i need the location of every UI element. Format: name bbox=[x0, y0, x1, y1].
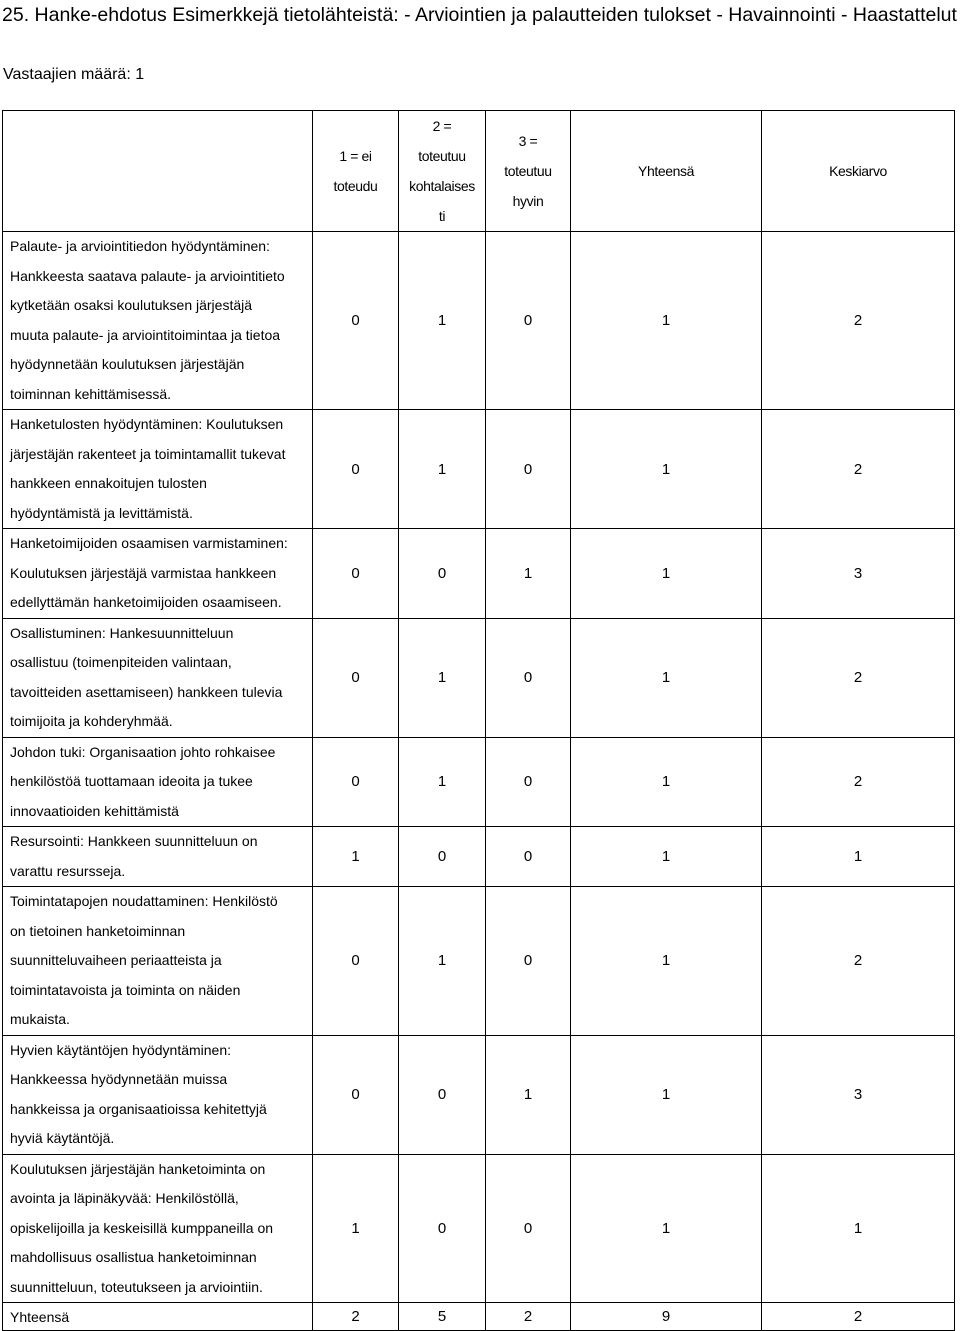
criterion-line: Hanketoimijoiden osaamisen varmistaminen: bbox=[10, 535, 288, 551]
criterion-line: hankkeen ennakoitujen tulosten bbox=[10, 475, 207, 491]
cell-total: 1 bbox=[571, 618, 762, 737]
criterion-line: Toimintatapojen noudattaminen: Henkilöstö bbox=[10, 893, 278, 909]
table-row bbox=[3, 529, 955, 619]
table-row bbox=[3, 232, 955, 410]
respondent-count: Vastaajien määrä: 1 bbox=[3, 66, 145, 83]
cell-score-2: 0 bbox=[399, 1154, 486, 1303]
cell-score-2: 1 bbox=[399, 618, 486, 737]
table-row bbox=[3, 618, 955, 737]
cell-total: 1 bbox=[571, 827, 762, 887]
criterion-cell bbox=[3, 1154, 313, 1303]
criterion-line: Osallistuminen: Hankesuunnitteluun bbox=[10, 624, 234, 641]
cell-score-1: 0 bbox=[313, 887, 399, 1036]
criterion-line: Koulutuksen järjestäjän hanketoiminta on bbox=[10, 1160, 266, 1177]
criterion-cell bbox=[3, 410, 313, 529]
cell-score-2: 1 bbox=[399, 887, 486, 1036]
cell-total: 1 bbox=[571, 1035, 762, 1154]
cell-total: 1 bbox=[571, 529, 762, 619]
criterion-line: mukaista. bbox=[10, 1011, 70, 1027]
criterion-line: järjestäjän rakenteet ja toimintamallit tukevat bbox=[10, 445, 286, 462]
cell-average: 3 bbox=[762, 1035, 955, 1154]
cell-total: 1 bbox=[571, 232, 762, 410]
cell-average: 2 bbox=[762, 618, 955, 737]
criterion-line: hyödynnetään koulutuksen järjestäjän bbox=[10, 356, 245, 372]
criterion-line: Johdon tuki: Organisaation johto rohkaisee bbox=[10, 743, 276, 760]
criterion-line: Koulutuksen järjestäjä varmistaa hankkeen bbox=[10, 564, 277, 581]
header-total: Yhteensä bbox=[571, 111, 762, 232]
cell-score-3: 1 bbox=[486, 529, 571, 619]
cell-score-2: 1 bbox=[399, 232, 486, 410]
cell-average: 2 bbox=[762, 887, 955, 1036]
header-row bbox=[3, 111, 955, 232]
criterion-line: muuta palaute- ja arviointitoimintaa ja tietoa bbox=[10, 326, 281, 343]
cell-score-2: 1 bbox=[399, 737, 486, 827]
cell-score-1: 1 bbox=[313, 1154, 399, 1303]
total-score-3: 2 bbox=[486, 1303, 571, 1331]
page-title: 25. Hanke-ehdotus Esimerkkejä tietolähteistä: - Arviointien ja palautteiden tulokset - Havainnointi - Haastattelut bbox=[2, 4, 957, 26]
criterion-line: Hankkeesta saatava palaute- ja arviointitieto bbox=[10, 267, 285, 284]
cell-score-1: 0 bbox=[313, 232, 399, 410]
criterion-line: Hankkeessa hyödynnetään muissa bbox=[10, 1071, 228, 1087]
criterion-line: hankkeissa ja organisaatioissa kehitettyjä bbox=[10, 1100, 267, 1117]
criterion-line: Hanketulosten hyödyntäminen: Koulutuksen bbox=[10, 416, 284, 432]
criterion-cell bbox=[3, 827, 313, 887]
header-score-1: 1 = ei toteudu bbox=[313, 111, 399, 232]
cell-score-1: 0 bbox=[313, 410, 399, 529]
header-average: Keskiarvo bbox=[762, 111, 955, 232]
criterion-line: suunnitteluun, toteutukseen ja arviointiin. bbox=[10, 1278, 263, 1295]
cell-score-3: 0 bbox=[486, 410, 571, 529]
criterion-cell bbox=[3, 1035, 313, 1154]
table-row bbox=[3, 1035, 955, 1154]
cell-total: 1 bbox=[571, 887, 762, 1036]
criterion-line: edellyttämän hanketoimijoiden osaamiseen. bbox=[10, 594, 282, 610]
cell-score-2: 0 bbox=[399, 529, 486, 619]
total-average: 2 bbox=[762, 1303, 955, 1331]
cell-score-2: 0 bbox=[399, 827, 486, 887]
cell-average: 2 bbox=[762, 232, 955, 410]
criterion-line: on tietoinen hanketoiminnan bbox=[10, 922, 186, 939]
table-row bbox=[3, 737, 955, 827]
cell-score-2: 1 bbox=[399, 410, 486, 529]
cell-score-1: 0 bbox=[313, 737, 399, 827]
criterion-line: avointa ja läpinäkyvää: Henkilöstöllä, bbox=[10, 1190, 239, 1206]
total-label: Yhteensä bbox=[3, 1303, 313, 1331]
criterion-line: toimintatavoista ja toiminta on näiden bbox=[10, 981, 241, 998]
cell-total: 1 bbox=[571, 737, 762, 827]
cell-score-1: 0 bbox=[313, 1035, 399, 1154]
criterion-cell bbox=[3, 618, 313, 737]
table-row bbox=[3, 887, 955, 1036]
criterion-line: suunnitteluvaiheen periaatteista ja bbox=[10, 952, 222, 968]
header-criterion bbox=[3, 111, 313, 232]
table-row bbox=[3, 410, 955, 529]
criterion-line: Resursointi: Hankkeen suunnitteluun on bbox=[10, 833, 258, 849]
cell-average: 2 bbox=[762, 410, 955, 529]
cell-score-3: 0 bbox=[486, 618, 571, 737]
cell-average: 2 bbox=[762, 737, 955, 827]
table-row bbox=[3, 827, 955, 887]
criterion-cell bbox=[3, 737, 313, 827]
criterion-line: kytketään osaksi koulutuksen järjestäjä bbox=[10, 297, 253, 313]
results-table bbox=[2, 110, 955, 1331]
criterion-line: hyviä käytäntöjä. bbox=[10, 1130, 115, 1146]
criterion-line: toiminnan kehittämisessä. bbox=[10, 385, 172, 402]
criterion-line: hyödyntämistä ja levittämistä. bbox=[10, 504, 193, 521]
total-row bbox=[3, 1303, 955, 1331]
criterion-cell bbox=[3, 232, 313, 410]
total-score-2: 5 bbox=[399, 1303, 486, 1331]
cell-total: 1 bbox=[571, 410, 762, 529]
criterion-line: Hyvien käytäntöjen hyödyntäminen: bbox=[10, 1041, 232, 1058]
header-score-3: 3 = toteutuu hyvin bbox=[486, 111, 571, 232]
cell-average: 1 bbox=[762, 827, 955, 887]
criterion-line: Palaute- ja arviointitiedon hyödyntäminen: bbox=[10, 238, 270, 254]
table-body bbox=[3, 232, 955, 1303]
cell-score-1: 1 bbox=[313, 827, 399, 887]
cell-score-3: 0 bbox=[486, 1154, 571, 1303]
criterion-line: osallistuu (toimenpiteiden valintaan, bbox=[10, 654, 232, 670]
total-sum: 9 bbox=[571, 1303, 762, 1331]
criterion-cell bbox=[3, 529, 313, 619]
header-score-2: 2 = toteutuu kohtalaises ti bbox=[399, 111, 486, 232]
criterion-cell bbox=[3, 887, 313, 1036]
cell-score-2: 0 bbox=[399, 1035, 486, 1154]
criterion-line: varattu resursseja. bbox=[10, 862, 126, 879]
cell-score-3: 0 bbox=[486, 827, 571, 887]
criterion-line: henkilöstöä tuottamaan ideoita ja tukee bbox=[10, 773, 253, 789]
table-row bbox=[3, 1154, 955, 1303]
cell-score-1: 0 bbox=[313, 529, 399, 619]
cell-total: 1 bbox=[571, 1154, 762, 1303]
criterion-line: opiskelijoilla ja keskeisillä kumppaneilla on bbox=[10, 1219, 274, 1236]
criterion-line: toimijoita ja kohderyhmää. bbox=[10, 713, 173, 729]
cell-score-3: 0 bbox=[486, 887, 571, 1036]
criterion-line: mahdollisuus osallistua hanketoiminnan bbox=[10, 1249, 257, 1265]
cell-score-1: 0 bbox=[313, 618, 399, 737]
cell-average: 1 bbox=[762, 1154, 955, 1303]
criterion-line: innovaatioiden kehittämistä bbox=[10, 802, 179, 819]
cell-score-3: 0 bbox=[486, 232, 571, 410]
cell-score-3: 1 bbox=[486, 1035, 571, 1154]
cell-average: 3 bbox=[762, 529, 955, 619]
criterion-line: tavoitteiden asettamiseen) hankkeen tulevia bbox=[10, 683, 283, 700]
total-score-1: 2 bbox=[313, 1303, 399, 1331]
cell-score-3: 0 bbox=[486, 737, 571, 827]
